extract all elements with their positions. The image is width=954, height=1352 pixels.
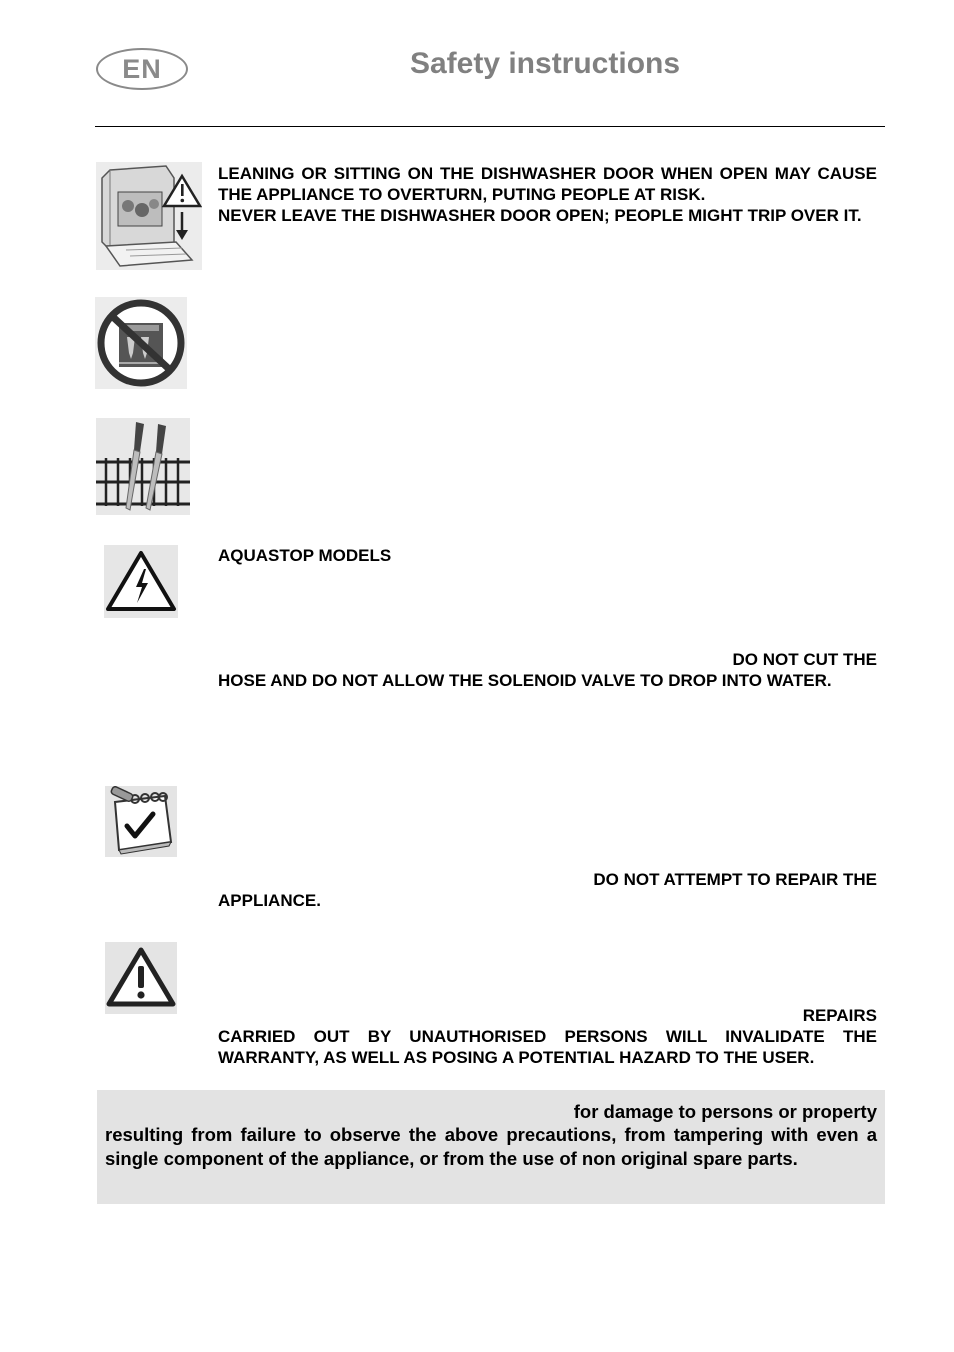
aquastop-title: AQUASTOP MODELS: [218, 546, 392, 565]
no-glassware-icon: [95, 297, 187, 389]
liability-note-line-1: for damage to persons or property: [573, 1101, 877, 1122]
page-title: Safety instructions: [409, 47, 681, 80]
liability-note-text: resulting from failure to observe the above precautions, from tampering with even a single component of the appliance, or from the use of non original spare parts.: [105, 1124, 877, 1169]
notepad-check-icon: [105, 786, 177, 857]
warning-triangle-icon: [105, 942, 177, 1014]
language-badge: EN: [96, 48, 188, 90]
repair-warning-text: APPLIANCE.: [218, 891, 321, 910]
door-warning-line-1: LEANING OR SITTING ON THE DISHWASHER DOOR WHEN OPEN MAY CAUSE THE APPLIANCE TO OVERTURN, PUTING PEOPLE AT RISK.: [218, 164, 877, 204]
header-divider: [95, 126, 885, 127]
repair-warning-line-1: DO NOT ATTEMPT TO REPAIR THE: [593, 870, 877, 889]
knives-in-rack-icon: [96, 418, 190, 515]
aquastop-warning-text: HOSE AND DO NOT ALLOW THE SOLENOID VALVE TO DROP INTO WATER.: [218, 671, 832, 690]
dishwasher-door-warning-icon: [96, 162, 202, 270]
electric-hazard-icon: [104, 545, 178, 618]
aquastop-warning-line-1: DO NOT CUT THE: [732, 650, 877, 669]
door-warning-line-2: NEVER LEAVE THE DISHWASHER DOOR OPEN; PEOPLE MIGHT TRIP OVER IT.: [218, 206, 862, 225]
warranty-warning-text: CARRIED OUT BY UNAUTHORISED PERSONS WILL INVALIDATE THE WARRANTY, AS WELL AS POSING A POTENTIAL HAZARD TO THE USER.: [218, 1027, 877, 1067]
warranty-warning-line-1: REPAIRS: [802, 1006, 877, 1025]
